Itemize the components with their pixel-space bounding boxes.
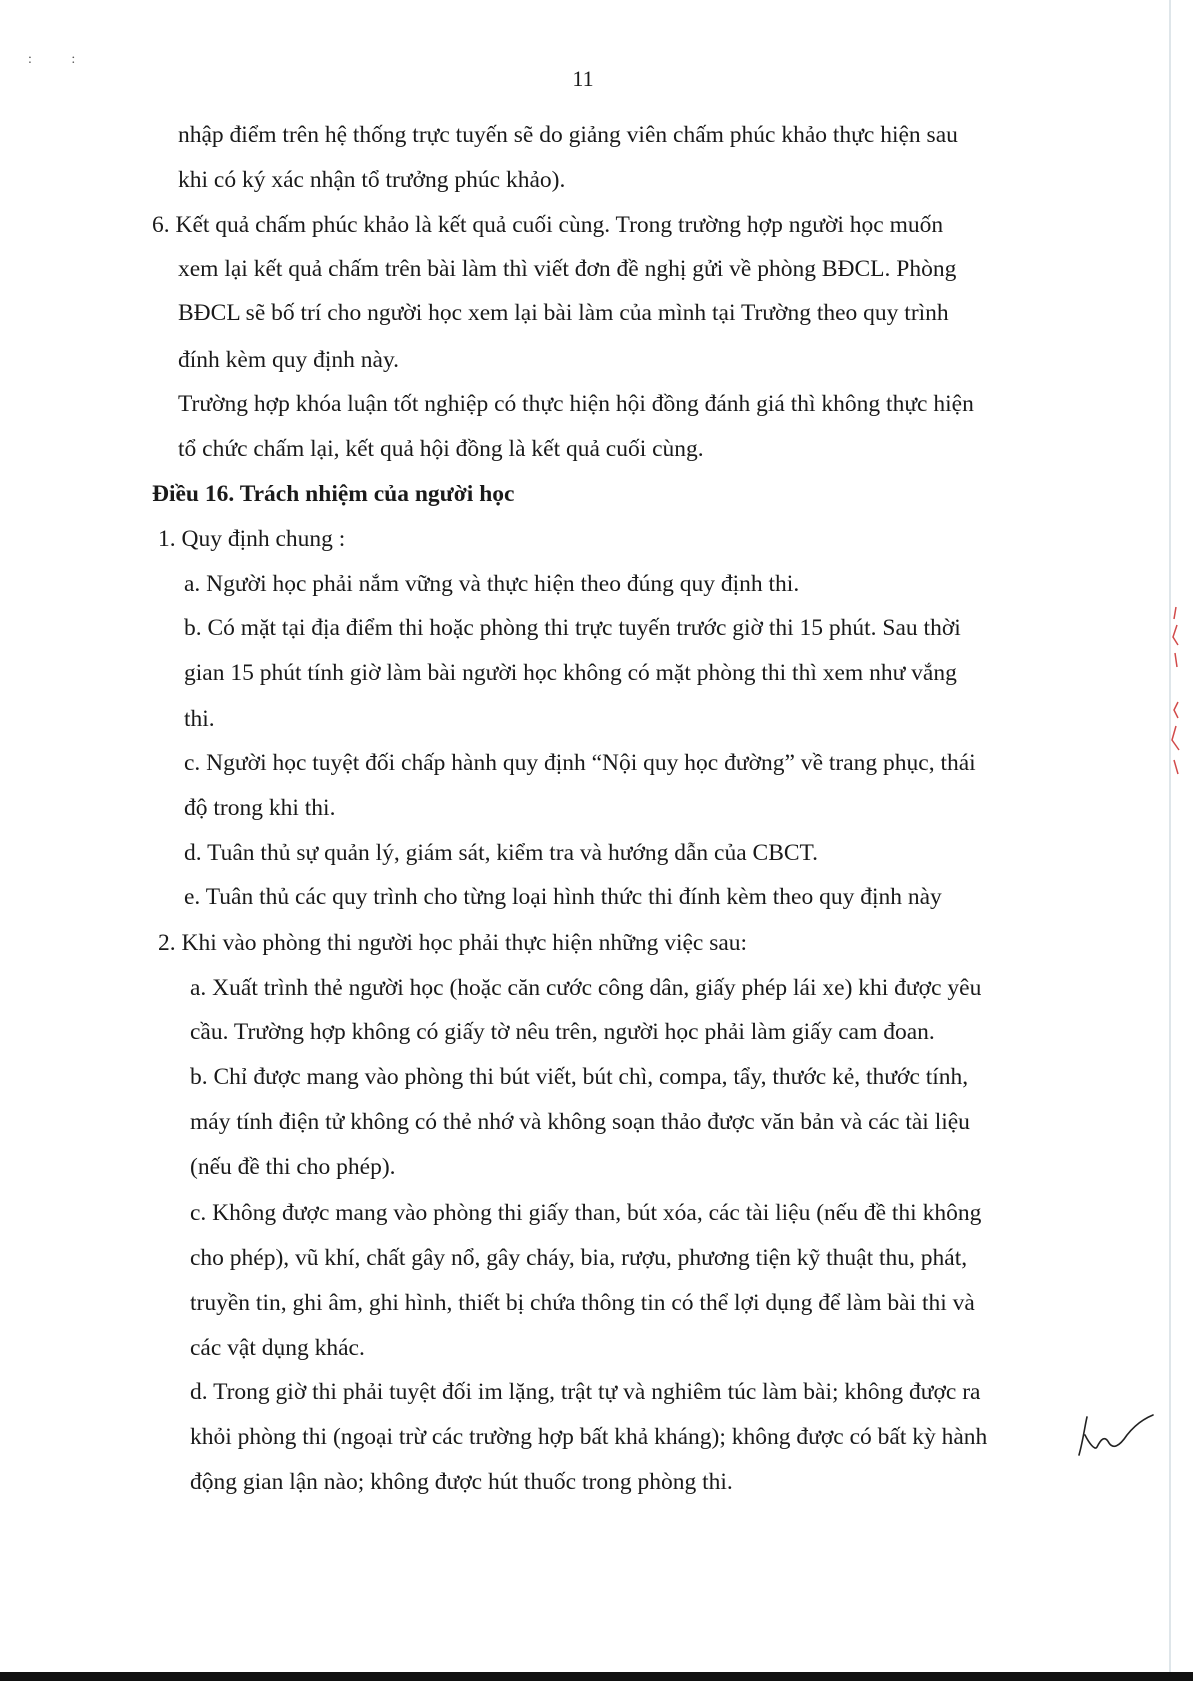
text-line: truyền tin, ghi âm, ghi hình, thiết bị chứa thông tin có thể lợi dụng để làm bài thi và bbox=[190, 1290, 975, 1316]
text-line: cầu. Trường hợp không có giấy tờ nêu trên, người học phải làm giấy cam đoan. bbox=[190, 1019, 935, 1045]
list-item-d: d. Trong giờ thi phải tuyệt đối im lặng, trật tự và nghiêm túc làm bài; không được ra bbox=[190, 1379, 981, 1405]
text-line: tổ chức chấm lại, kết quả hội đồng là kết quả cuối cùng. bbox=[178, 436, 704, 462]
list-item-e: e. Tuân thủ các quy trình cho từng loại hình thức thi đính kèm theo quy định này bbox=[184, 884, 942, 910]
list-item-a: a. Người học phải nắm vững và thực hiện theo đúng quy định thi. bbox=[184, 571, 800, 597]
text-line: đính kèm quy định này. bbox=[178, 347, 400, 373]
list-item-b: b. Chỉ được mang vào phòng thi bút viết, bút chì, compa, tẩy, thước kẻ, thước tính, bbox=[190, 1064, 969, 1090]
signature-mark bbox=[1075, 1405, 1155, 1461]
list-item-c: c. Người học tuyệt đối chấp hành quy định “Nội quy học đường” về trang phục, thái bbox=[184, 750, 976, 776]
section-heading-1: 1. Quy định chung : bbox=[158, 526, 346, 552]
text-line: khi có ký xác nhận tổ trưởng phúc khảo). bbox=[178, 167, 566, 193]
section-heading-2: 2. Khi vào phòng thi người học phải thực hiện những việc sau: bbox=[158, 930, 748, 956]
text-line: xem lại kết quả chấm trên bài làm thì viết đơn đề nghị gửi về phòng BĐCL. Phòng bbox=[178, 256, 957, 282]
scan-marks: : : bbox=[28, 52, 94, 67]
list-item-6: 6. Kết quả chấm phúc khảo là kết quả cuối cùng. Trong trường hợp người học muốn bbox=[152, 212, 944, 238]
text-line: (nếu đề thi cho phép). bbox=[190, 1154, 396, 1180]
text-line: các vật dụng khác. bbox=[190, 1335, 365, 1361]
list-item-b: b. Có mặt tại địa điểm thi hoặc phòng thi trực tuyến trước giờ thi 15 phút. Sau thời bbox=[184, 615, 961, 641]
text-line: BĐCL sẽ bố trí cho người học xem lại bài làm của mình tại Trường theo quy trình bbox=[178, 300, 949, 326]
list-item-a: a. Xuất trình thẻ người học (hoặc căn cước công dân, giấy phép lái xe) khi được yêu bbox=[190, 975, 982, 1001]
text-line: cho phép), vũ khí, chất gây nổ, gây cháy, bia, rượu, phương tiện kỹ thuật thu, phát, bbox=[190, 1245, 968, 1271]
margin-ink-mark bbox=[1168, 700, 1184, 784]
text-line: thi. bbox=[184, 706, 215, 732]
text-line: độ trong khi thi. bbox=[184, 795, 336, 821]
text-line: nhập điểm trên hệ thống trực tuyến sẽ do giảng viên chấm phúc khảo thực hiện sau bbox=[178, 122, 958, 148]
text-line: máy tính điện tử không có thẻ nhớ và không soạn thảo được văn bản và các tài liệu bbox=[190, 1109, 970, 1135]
text-line: khỏi phòng thi (ngoại trừ các trường hợp bất khả kháng); không được có bất kỳ hành bbox=[190, 1424, 988, 1450]
margin-ink-mark bbox=[1168, 605, 1184, 679]
page-number: 11 bbox=[572, 66, 594, 91]
text-line: Trường hợp khóa luận tốt nghiệp có thực hiện hội đồng đánh giá thì không thực hiện bbox=[178, 391, 974, 417]
list-item-d: d. Tuân thủ sự quản lý, giám sát, kiểm tra và hướng dẫn của CBCT. bbox=[184, 840, 819, 866]
article-heading: Điều 16. Trách nhiệm của người học bbox=[152, 481, 515, 507]
page-edge bbox=[1169, 0, 1171, 1681]
text-line: gian 15 phút tính giờ làm bài người học không có mặt phòng thi thì xem như vắng bbox=[184, 660, 957, 686]
scan-bottom-bar bbox=[0, 1672, 1193, 1681]
list-item-c: c. Không được mang vào phòng thi giấy than, bút xóa, các tài liệu (nếu đề thi không bbox=[190, 1200, 982, 1226]
text-line: động gian lận nào; không được hút thuốc trong phòng thi. bbox=[190, 1469, 733, 1495]
